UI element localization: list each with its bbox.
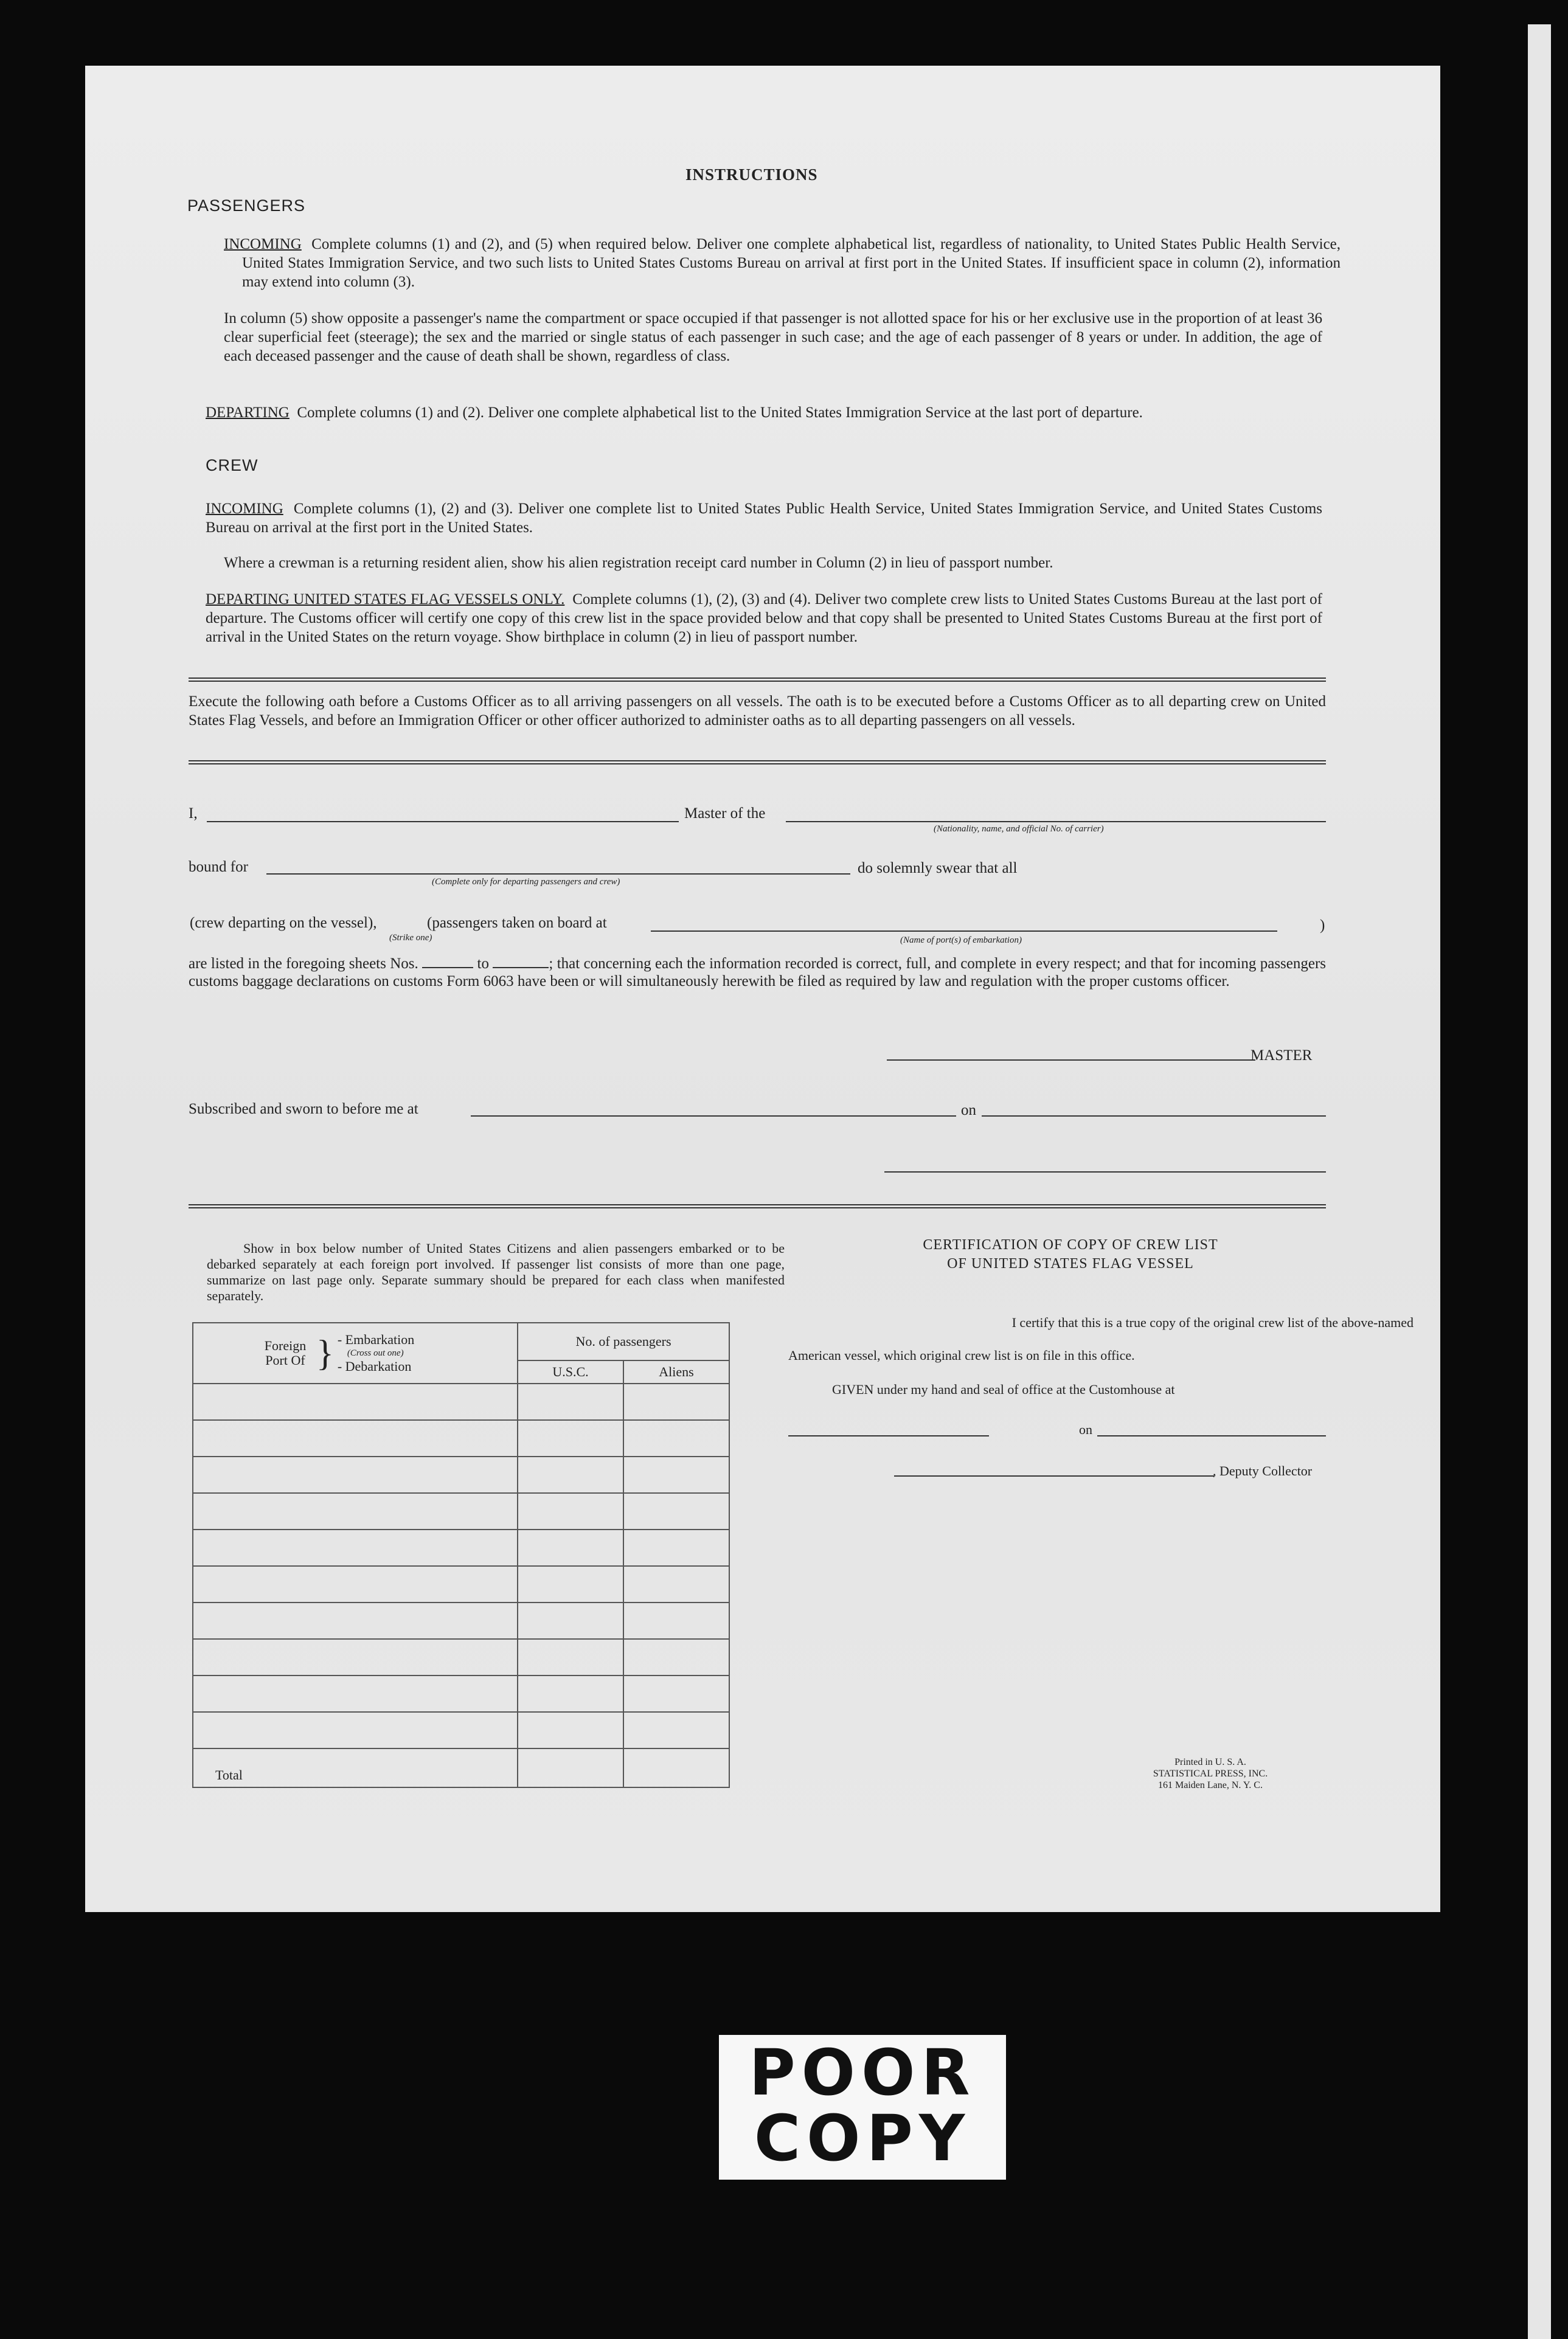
bound-for-field[interactable]: [266, 873, 850, 875]
aliens-cell[interactable]: [623, 1603, 729, 1639]
divider-bottom: [189, 1204, 1326, 1208]
to-label: to: [477, 955, 489, 972]
aliens-cell[interactable]: [623, 1530, 729, 1566]
printer-imprint: [1131, 1756, 1289, 1791]
aliens-cell[interactable]: [623, 1420, 729, 1457]
crew-departing-paragraph: [206, 590, 1322, 646]
ports-caption: (Name of port(s) of embarkation): [900, 935, 1022, 945]
master-of-label: Master of the: [684, 805, 766, 822]
strike-one-caption: (Strike one): [389, 933, 432, 943]
port-cell[interactable]: [193, 1675, 518, 1712]
carrier-field[interactable]: [786, 821, 1326, 822]
usc-cell[interactable]: [518, 1420, 623, 1457]
aliens-cell[interactable]: [623, 1384, 729, 1420]
given-text: GIVEN under my hand and seal of office at the Customhouse at: [832, 1382, 1175, 1397]
master-name-field[interactable]: [207, 821, 679, 822]
aliens-cell[interactable]: [623, 1493, 729, 1530]
film-edge-strip: [1528, 24, 1551, 2339]
total-row: [193, 1748, 729, 1787]
passengers-taken-option: (passengers taken on board at: [427, 915, 607, 931]
aliens-cell[interactable]: [623, 1675, 729, 1712]
customhouse-field[interactable]: [788, 1435, 989, 1436]
port-cell[interactable]: [193, 1420, 518, 1457]
crew-resident-paragraph: Where a crewman is a returning resident alien, show his alien registration receipt card number in Column (2) in lieu of passport number.: [224, 555, 1053, 571]
printer-line-3: 161 Maiden Lane, N. Y. C.: [1158, 1780, 1263, 1790]
swear-label: do solemnly swear that all: [858, 860, 1018, 876]
usc-header: U.S.C.: [518, 1360, 623, 1384]
foreign-port-header: [193, 1323, 518, 1384]
divider-top: [189, 677, 1326, 682]
table-row: [193, 1712, 729, 1748]
usc-total-cell[interactable]: [518, 1748, 623, 1787]
table-row: [193, 1457, 729, 1493]
sworn-on-label: on: [961, 1102, 976, 1118]
certification-title-line1: CERTIFICATION OF COPY OF CREW LIST: [923, 1237, 1218, 1253]
sworn-place-field[interactable]: [471, 1115, 956, 1117]
crew-departing-option: (crew departing on the vessel),: [190, 915, 377, 931]
sheets-label: are listed in the foregoing sheets Nos.: [189, 955, 418, 972]
passenger-summary-table: [192, 1322, 730, 1788]
passengers-departing-label: DEPARTING: [206, 404, 290, 421]
aliens-cell[interactable]: [623, 1639, 729, 1675]
cert-on-label: on: [1079, 1422, 1092, 1437]
passengers-departing-text: Complete columns (1) and (2). Deliver one complete alphabetical list to the United States Immigration Service at the last port of departure.: [297, 404, 1143, 421]
master-signature-field[interactable]: [887, 1059, 1255, 1061]
crew-departing-text: Complete columns (1), (2), (3) and (4). Deliver two complete crew lists to United States Customs Bureau at the last port of departure. The Customs officer will certify one copy of this crew list in the space provided below and that copy shall be presented to United States Customs Bureau at the first port of arrival in the United States on the return voyage. Show birthplace in column (2) in lieu of passport number.: [206, 591, 1322, 645]
deputy-collector-label: , Deputy Collector: [1213, 1463, 1313, 1478]
table-row: [193, 1420, 729, 1457]
page-title: INSTRUCTIONS: [685, 165, 818, 184]
port-cell[interactable]: [193, 1639, 518, 1675]
summary-instructions: Show in box below number of United States Citizens and alien passengers embarked or to be debarked separately at each foreign port involved. If passenger list consists of more than one page, summarize on last page only. Separate summary should be prepared for each class when manifested separately.: [207, 1241, 785, 1303]
poor-copy-stamp: [719, 2035, 1006, 2180]
form-page: [85, 66, 1440, 1912]
table-row: [193, 1603, 729, 1639]
certify-text-2: American vessel, which original crew list is on file in this office.: [788, 1348, 1135, 1363]
port-cell[interactable]: [193, 1530, 518, 1566]
printer-line-1: Printed in U. S. A.: [1174, 1757, 1246, 1767]
ports-field[interactable]: [651, 930, 1277, 932]
usc-cell[interactable]: [518, 1603, 623, 1639]
aliens-header: Aliens: [623, 1360, 729, 1384]
crew-incoming-text: Complete columns (1), (2) and (3). Deliver one complete list to United States Public Health Service, United States Immigration Service, and United States Customs Bureau on arrival at the first port in the United States.: [206, 501, 1323, 536]
table-row: [193, 1384, 729, 1420]
passengers-incoming-text: Complete columns (1) and (2), and (5) when required below. Deliver one complete alphabetical list, regardless of nationality, to United States Public Health Service, United States Immigration Service, and two such lists to United States Customs Bureau on arrival at first port in the United States. If insufficient space in column (2), information may extend into column (3).: [242, 236, 1341, 290]
aliens-total-cell[interactable]: [623, 1748, 729, 1787]
printer-line-2: STATISTICAL PRESS, INC.: [1153, 1769, 1268, 1779]
usc-cell[interactable]: [518, 1566, 623, 1603]
crew-departing-label: DEPARTING UNITED STATES FLAG VESSELS ONLY.: [206, 591, 565, 608]
port-cell[interactable]: [193, 1566, 518, 1603]
usc-cell[interactable]: [518, 1639, 623, 1675]
bound-for-label: bound for: [189, 859, 248, 875]
passengers-heading: PASSENGERS: [187, 196, 306, 215]
master-label: MASTER: [1251, 1047, 1313, 1064]
usc-cell[interactable]: [518, 1675, 623, 1712]
bound-for-caption: (Complete only for departing passengers and crew): [432, 877, 620, 887]
crew-incoming-label: INCOMING: [206, 501, 283, 517]
table-row: [193, 1639, 729, 1675]
port-cell[interactable]: [193, 1457, 518, 1493]
debarkation-label: - Debarkation: [337, 1359, 412, 1374]
oath-intro: Execute the following oath before a Customs Officer as to all arriving passengers on all vessels. The oath is to be executed before a Customs Officer as to all departing crew on United States Flag Vessels, and before an Immigration Officer or other officer authorized to administer oaths as to all departing passengers on all vessels.: [189, 693, 1326, 729]
usc-cell[interactable]: [518, 1384, 623, 1420]
usc-cell[interactable]: [518, 1712, 623, 1748]
foreign-port-label: Foreign Port Of: [264, 1338, 307, 1368]
table-row: [193, 1530, 729, 1566]
crew-incoming-paragraph: [206, 499, 1322, 537]
officer-signature-field[interactable]: [884, 1171, 1326, 1173]
total-label: Total: [193, 1748, 518, 1787]
brace-icon: }: [316, 1333, 334, 1373]
cert-date-field[interactable]: [1097, 1435, 1326, 1436]
subscribed-label: Subscribed and sworn to before me at: [189, 1101, 418, 1117]
usc-cell[interactable]: [518, 1530, 623, 1566]
certification-title-line2: OF UNITED STATES FLAG VESSEL: [947, 1256, 1194, 1272]
usc-cell[interactable]: [518, 1457, 623, 1493]
statement-text: ; that concerning each the information recorded is correct, full, and complete in every respect; and that for incoming passengers customs baggage declarations on customs Form 6063 have been or will simultaneously herewith be filed as required by law and regulation with the proper customs officer.: [189, 955, 1327, 989]
no-passengers-header: No. of passengers: [518, 1323, 729, 1360]
aliens-cell[interactable]: [623, 1457, 729, 1493]
passengers-incoming-paragraph: [224, 235, 1341, 291]
column5-paragraph: In column (5) show opposite a passenger's name the compartment or space occupied if that passenger is not allotted space for his or her exclusive use in the proportion of at least 36 clear superficial feet (steerage); the sex and the married or single status of each passenger in such case; and the age of each passenger of 8 years or under. In addition, the age of each deceased passenger and the cause of death shall be shown, regardless of class.: [224, 310, 1322, 364]
deputy-signature-field[interactable]: [894, 1475, 1214, 1477]
carrier-caption: (Nationality, name, and official No. of carrier): [934, 824, 1104, 834]
port-cell[interactable]: [193, 1384, 518, 1420]
table-row: [193, 1566, 729, 1603]
passengers-incoming-label: INCOMING: [224, 236, 302, 252]
port-cell[interactable]: [193, 1603, 518, 1639]
oath-statement: [189, 955, 1326, 990]
table-row: [193, 1493, 729, 1530]
usc-cell[interactable]: [518, 1493, 623, 1530]
aliens-cell[interactable]: [623, 1566, 729, 1603]
sheets-from-field[interactable]: [422, 967, 473, 968]
port-cell[interactable]: [193, 1493, 518, 1530]
close-paren: ): [1320, 917, 1325, 934]
port-cell[interactable]: [193, 1712, 518, 1748]
aliens-cell[interactable]: [623, 1712, 729, 1748]
sheets-to-field[interactable]: [493, 967, 549, 968]
oath-i-label: I,: [189, 805, 198, 822]
certification-title: [839, 1236, 1302, 1273]
sworn-date-field[interactable]: [982, 1115, 1326, 1117]
cross-out-caption: (Cross out one): [347, 1348, 404, 1358]
embarkation-label: - Embarkation: [337, 1332, 415, 1347]
certify-text-1: I certify that this is a true copy of the original crew list of the above-named: [1011, 1315, 1414, 1330]
table-row: [193, 1675, 729, 1712]
poor-copy-line-2: COPY: [754, 2101, 971, 2175]
crew-heading: CREW: [206, 456, 258, 474]
passengers-departing-paragraph: [206, 403, 1322, 422]
divider-oath: [189, 760, 1326, 764]
poor-copy-line-1: POOR: [749, 2036, 976, 2110]
